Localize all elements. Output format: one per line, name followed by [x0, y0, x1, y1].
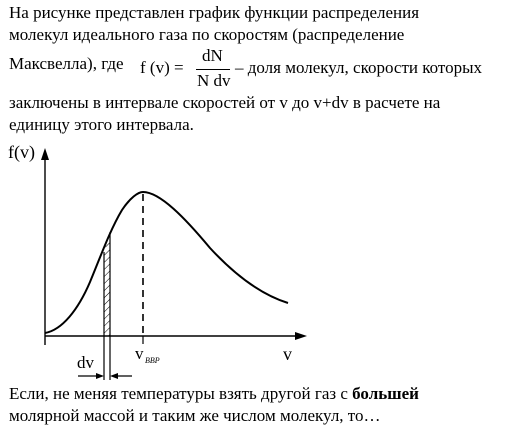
maxwell-distribution-graph [0, 140, 529, 382]
question-bold-word: большей [352, 384, 419, 403]
question-line-1 [9, 384, 419, 404]
y-axis-label: f(v) [8, 142, 35, 162]
question-line-2: молярной массой и таким же числом молекул, то… [9, 406, 381, 425]
peak-subscript: ВВР [145, 356, 160, 365]
fraction-bar [196, 69, 230, 70]
intro-line-3-end: – доля молекул, скорости которых [235, 58, 483, 77]
x-axis-label: v [283, 344, 292, 364]
intro-line-4: заключены в интервале скоростей от v до v+dv в расчете на [9, 93, 441, 112]
intro-line-3-start: Максвелла), где [9, 54, 124, 73]
distribution-formula [140, 44, 230, 90]
y-axis-arrow [41, 148, 49, 160]
dv-dim-left-arrow [96, 373, 104, 379]
dv-dim-right-arrow [110, 373, 118, 379]
formula-denominator: N dv [197, 71, 231, 90]
intro-line-2: молекул идеального газа по скоростям (распределение [9, 25, 405, 44]
intro-line-1: На рисунке представлен график функции распределения [9, 3, 420, 22]
distribution-curve [45, 192, 288, 333]
x-axis-arrow [295, 332, 307, 340]
formula-numerator: dN [202, 46, 223, 65]
question-line-1-start: Если, не меняя температуры взять другой газ с [9, 384, 353, 403]
intro-line-5: единицу этого интервала. [9, 115, 194, 134]
peak-label: v [135, 344, 144, 363]
dv-label: dv [77, 353, 94, 372]
formula-lhs: f (v) = [140, 58, 184, 77]
